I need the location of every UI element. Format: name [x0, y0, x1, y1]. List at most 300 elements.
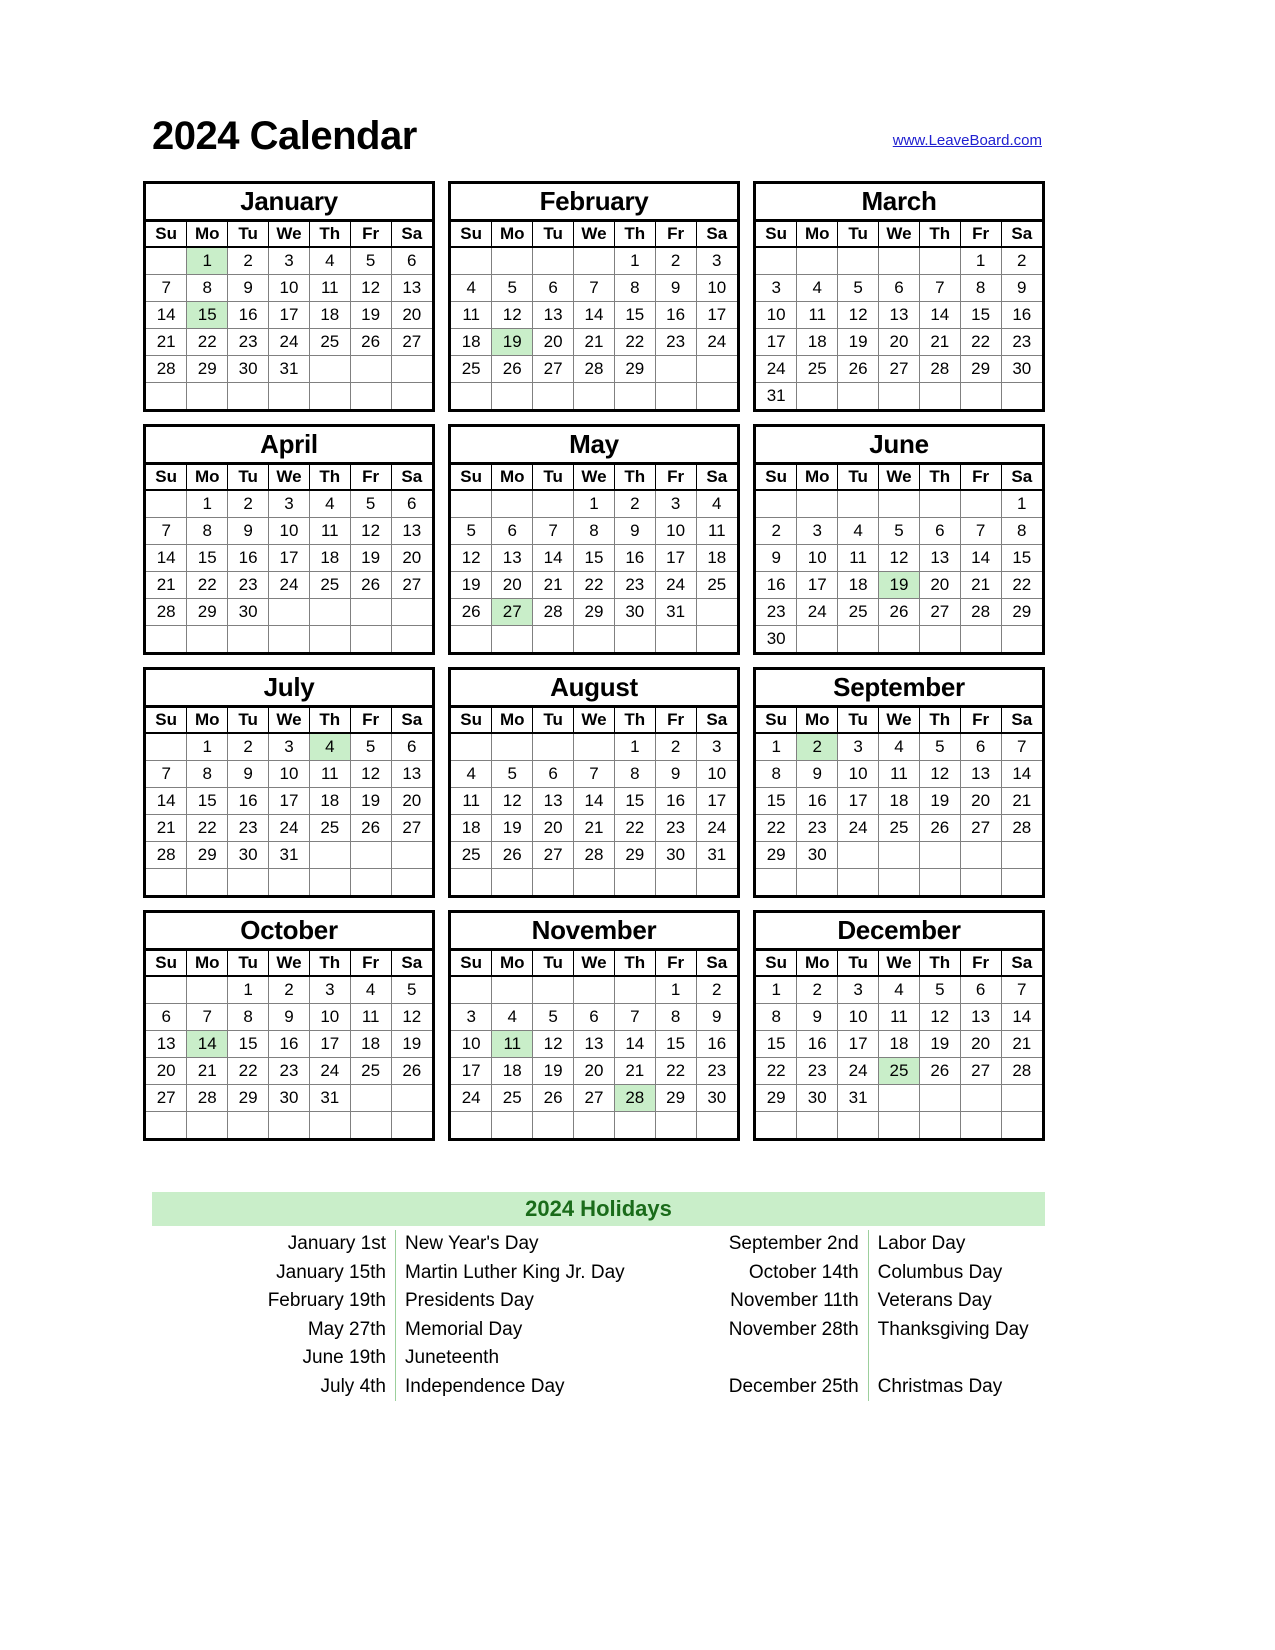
- day-cell[interactable]: 6: [919, 518, 960, 545]
- day-cell[interactable]: 10: [696, 275, 737, 302]
- day-cell-empty[interactable]: [309, 356, 350, 383]
- day-cell[interactable]: 12: [919, 761, 960, 788]
- day-cell[interactable]: 30: [655, 842, 696, 869]
- day-cell[interactable]: 10: [655, 518, 696, 545]
- day-cell[interactable]: 6: [533, 761, 574, 788]
- day-cell[interactable]: 7: [187, 1004, 228, 1031]
- day-cell-empty[interactable]: [533, 869, 574, 896]
- day-cell[interactable]: 19: [919, 1031, 960, 1058]
- day-cell[interactable]: 2: [655, 247, 696, 275]
- day-cell[interactable]: 11: [451, 302, 492, 329]
- day-cell[interactable]: 23: [655, 329, 696, 356]
- day-cell-empty[interactable]: [451, 383, 492, 410]
- day-cell[interactable]: 1: [756, 733, 797, 761]
- day-cell[interactable]: 15: [187, 788, 228, 815]
- day-cell[interactable]: 21: [146, 815, 187, 842]
- day-cell[interactable]: 10: [269, 761, 310, 788]
- day-cell[interactable]: 14: [574, 788, 615, 815]
- day-cell-empty[interactable]: [838, 842, 879, 869]
- day-cell-empty[interactable]: [533, 733, 574, 761]
- day-cell[interactable]: 18: [309, 545, 350, 572]
- day-cell-empty[interactable]: [309, 599, 350, 626]
- day-cell-empty[interactable]: [574, 383, 615, 410]
- day-cell[interactable]: 7: [919, 275, 960, 302]
- day-cell[interactable]: 21: [1001, 788, 1042, 815]
- day-cell[interactable]: 9: [614, 518, 655, 545]
- day-cell[interactable]: 13: [960, 1004, 1001, 1031]
- day-cell[interactable]: 30: [756, 626, 797, 653]
- day-cell-empty[interactable]: [919, 626, 960, 653]
- day-cell-empty[interactable]: [919, 869, 960, 896]
- day-cell[interactable]: 6: [391, 247, 432, 275]
- day-cell[interactable]: 3: [838, 733, 879, 761]
- day-cell-empty[interactable]: [696, 356, 737, 383]
- day-cell[interactable]: 16: [228, 545, 269, 572]
- day-cell-empty[interactable]: [1001, 383, 1042, 410]
- day-cell[interactable]: 19: [350, 545, 391, 572]
- day-cell[interactable]: 16: [269, 1031, 310, 1058]
- day-cell[interactable]: 27: [492, 599, 533, 626]
- day-cell-empty[interactable]: [350, 356, 391, 383]
- day-cell[interactable]: 18: [309, 788, 350, 815]
- day-cell-empty[interactable]: [350, 599, 391, 626]
- day-cell-empty[interactable]: [492, 869, 533, 896]
- day-cell[interactable]: 16: [655, 302, 696, 329]
- day-cell[interactable]: 27: [391, 329, 432, 356]
- day-cell[interactable]: 13: [492, 545, 533, 572]
- day-cell[interactable]: 3: [269, 733, 310, 761]
- day-cell[interactable]: 19: [879, 572, 920, 599]
- day-cell[interactable]: 9: [1001, 275, 1042, 302]
- day-cell-empty[interactable]: [879, 383, 920, 410]
- day-cell-empty[interactable]: [655, 1112, 696, 1139]
- day-cell[interactable]: 25: [797, 356, 838, 383]
- day-cell[interactable]: 20: [391, 302, 432, 329]
- day-cell[interactable]: 26: [350, 329, 391, 356]
- day-cell-empty[interactable]: [269, 1112, 310, 1139]
- day-cell[interactable]: 23: [228, 572, 269, 599]
- day-cell[interactable]: 27: [146, 1085, 187, 1112]
- day-cell[interactable]: 7: [1001, 733, 1042, 761]
- day-cell-empty[interactable]: [391, 869, 432, 896]
- day-cell[interactable]: 5: [451, 518, 492, 545]
- day-cell[interactable]: 3: [269, 247, 310, 275]
- day-cell[interactable]: 10: [838, 761, 879, 788]
- day-cell-empty[interactable]: [533, 1112, 574, 1139]
- day-cell[interactable]: 18: [350, 1031, 391, 1058]
- day-cell[interactable]: 15: [614, 302, 655, 329]
- day-cell-empty[interactable]: [492, 976, 533, 1004]
- day-cell[interactable]: 25: [879, 1058, 920, 1085]
- day-cell[interactable]: 24: [269, 815, 310, 842]
- day-cell[interactable]: 30: [1001, 356, 1042, 383]
- day-cell[interactable]: 3: [797, 518, 838, 545]
- day-cell[interactable]: 4: [879, 733, 920, 761]
- day-cell[interactable]: 21: [960, 572, 1001, 599]
- day-cell[interactable]: 14: [1001, 1004, 1042, 1031]
- day-cell[interactable]: 29: [756, 842, 797, 869]
- day-cell[interactable]: 10: [696, 761, 737, 788]
- day-cell-empty[interactable]: [614, 1112, 655, 1139]
- day-cell[interactable]: 14: [533, 545, 574, 572]
- day-cell[interactable]: 8: [960, 275, 1001, 302]
- day-cell[interactable]: 8: [655, 1004, 696, 1031]
- day-cell-empty[interactable]: [919, 1085, 960, 1112]
- day-cell[interactable]: 30: [797, 842, 838, 869]
- day-cell[interactable]: 16: [228, 302, 269, 329]
- day-cell[interactable]: 1: [614, 733, 655, 761]
- day-cell[interactable]: 16: [1001, 302, 1042, 329]
- day-cell-empty[interactable]: [960, 626, 1001, 653]
- day-cell[interactable]: 1: [960, 247, 1001, 275]
- day-cell[interactable]: 25: [350, 1058, 391, 1085]
- day-cell[interactable]: 19: [838, 329, 879, 356]
- day-cell[interactable]: 24: [797, 599, 838, 626]
- day-cell-empty[interactable]: [146, 733, 187, 761]
- day-cell-empty[interactable]: [797, 626, 838, 653]
- day-cell[interactable]: 7: [574, 275, 615, 302]
- day-cell[interactable]: 8: [187, 761, 228, 788]
- day-cell-empty[interactable]: [269, 599, 310, 626]
- day-cell[interactable]: 22: [228, 1058, 269, 1085]
- day-cell-empty[interactable]: [838, 490, 879, 518]
- day-cell-empty[interactable]: [228, 1112, 269, 1139]
- day-cell[interactable]: 29: [1001, 599, 1042, 626]
- day-cell[interactable]: 29: [655, 1085, 696, 1112]
- day-cell[interactable]: 21: [146, 329, 187, 356]
- day-cell[interactable]: 8: [1001, 518, 1042, 545]
- day-cell[interactable]: 18: [797, 329, 838, 356]
- day-cell-empty[interactable]: [960, 1085, 1001, 1112]
- day-cell-empty[interactable]: [879, 490, 920, 518]
- day-cell[interactable]: 11: [838, 545, 879, 572]
- day-cell[interactable]: 13: [879, 302, 920, 329]
- day-cell[interactable]: 31: [838, 1085, 879, 1112]
- day-cell-empty[interactable]: [655, 869, 696, 896]
- day-cell-empty[interactable]: [879, 1112, 920, 1139]
- day-cell-empty[interactable]: [350, 1112, 391, 1139]
- day-cell[interactable]: 10: [756, 302, 797, 329]
- day-cell[interactable]: 2: [228, 733, 269, 761]
- day-cell[interactable]: 10: [451, 1031, 492, 1058]
- day-cell[interactable]: 20: [391, 545, 432, 572]
- day-cell[interactable]: 1: [614, 247, 655, 275]
- day-cell[interactable]: 18: [879, 788, 920, 815]
- day-cell[interactable]: 18: [838, 572, 879, 599]
- day-cell-empty[interactable]: [269, 626, 310, 653]
- day-cell-empty[interactable]: [451, 1112, 492, 1139]
- day-cell[interactable]: 23: [1001, 329, 1042, 356]
- day-cell[interactable]: 12: [391, 1004, 432, 1031]
- day-cell[interactable]: 4: [451, 275, 492, 302]
- day-cell[interactable]: 19: [391, 1031, 432, 1058]
- day-cell[interactable]: 16: [614, 545, 655, 572]
- day-cell[interactable]: 5: [492, 275, 533, 302]
- day-cell-empty[interactable]: [391, 842, 432, 869]
- day-cell[interactable]: 28: [146, 356, 187, 383]
- day-cell[interactable]: 17: [269, 788, 310, 815]
- day-cell-empty[interactable]: [1001, 842, 1042, 869]
- day-cell[interactable]: 31: [756, 383, 797, 410]
- day-cell[interactable]: 29: [187, 599, 228, 626]
- day-cell-empty[interactable]: [451, 869, 492, 896]
- day-cell-empty[interactable]: [879, 626, 920, 653]
- day-cell[interactable]: 17: [451, 1058, 492, 1085]
- day-cell[interactable]: 9: [797, 761, 838, 788]
- day-cell[interactable]: 28: [146, 599, 187, 626]
- day-cell-empty[interactable]: [533, 247, 574, 275]
- day-cell[interactable]: 26: [492, 842, 533, 869]
- day-cell[interactable]: 9: [696, 1004, 737, 1031]
- day-cell[interactable]: 27: [533, 842, 574, 869]
- day-cell[interactable]: 14: [187, 1031, 228, 1058]
- day-cell[interactable]: 10: [309, 1004, 350, 1031]
- day-cell-empty[interactable]: [574, 1112, 615, 1139]
- day-cell[interactable]: 26: [533, 1085, 574, 1112]
- day-cell[interactable]: 30: [228, 356, 269, 383]
- day-cell-empty[interactable]: [919, 1112, 960, 1139]
- day-cell[interactable]: 26: [838, 356, 879, 383]
- day-cell[interactable]: 4: [451, 761, 492, 788]
- day-cell[interactable]: 13: [391, 518, 432, 545]
- day-cell[interactable]: 29: [960, 356, 1001, 383]
- day-cell[interactable]: 28: [187, 1085, 228, 1112]
- day-cell[interactable]: 15: [756, 788, 797, 815]
- day-cell[interactable]: 28: [146, 842, 187, 869]
- day-cell-empty[interactable]: [655, 356, 696, 383]
- day-cell-empty[interactable]: [960, 842, 1001, 869]
- day-cell[interactable]: 16: [797, 788, 838, 815]
- day-cell-empty[interactable]: [696, 626, 737, 653]
- day-cell[interactable]: 18: [696, 545, 737, 572]
- day-cell[interactable]: 10: [269, 518, 310, 545]
- day-cell[interactable]: 22: [960, 329, 1001, 356]
- day-cell-empty[interactable]: [797, 247, 838, 275]
- day-cell[interactable]: 19: [492, 329, 533, 356]
- day-cell-empty[interactable]: [696, 1112, 737, 1139]
- day-cell[interactable]: 2: [269, 976, 310, 1004]
- day-cell[interactable]: 5: [879, 518, 920, 545]
- day-cell-empty[interactable]: [1001, 1112, 1042, 1139]
- day-cell-empty[interactable]: [187, 869, 228, 896]
- day-cell-empty[interactable]: [797, 490, 838, 518]
- day-cell[interactable]: 17: [269, 302, 310, 329]
- day-cell[interactable]: 17: [756, 329, 797, 356]
- day-cell-empty[interactable]: [269, 869, 310, 896]
- day-cell[interactable]: 19: [350, 788, 391, 815]
- day-cell[interactable]: 20: [960, 788, 1001, 815]
- day-cell-empty[interactable]: [614, 626, 655, 653]
- day-cell[interactable]: 14: [614, 1031, 655, 1058]
- day-cell-empty[interactable]: [533, 626, 574, 653]
- day-cell-empty[interactable]: [187, 383, 228, 410]
- day-cell[interactable]: 2: [1001, 247, 1042, 275]
- day-cell[interactable]: 5: [350, 490, 391, 518]
- day-cell[interactable]: 9: [228, 518, 269, 545]
- day-cell[interactable]: 24: [838, 815, 879, 842]
- day-cell-empty[interactable]: [228, 383, 269, 410]
- day-cell[interactable]: 20: [574, 1058, 615, 1085]
- day-cell[interactable]: 11: [492, 1031, 533, 1058]
- day-cell-empty[interactable]: [492, 490, 533, 518]
- day-cell[interactable]: 11: [309, 518, 350, 545]
- day-cell[interactable]: 30: [614, 599, 655, 626]
- day-cell[interactable]: 17: [838, 788, 879, 815]
- day-cell[interactable]: 31: [269, 842, 310, 869]
- day-cell[interactable]: 8: [756, 761, 797, 788]
- day-cell-empty[interactable]: [391, 1085, 432, 1112]
- day-cell[interactable]: 13: [960, 761, 1001, 788]
- day-cell[interactable]: 29: [756, 1085, 797, 1112]
- day-cell-empty[interactable]: [1001, 1085, 1042, 1112]
- day-cell[interactable]: 28: [960, 599, 1001, 626]
- day-cell[interactable]: 14: [146, 302, 187, 329]
- day-cell-empty[interactable]: [960, 383, 1001, 410]
- day-cell[interactable]: 11: [879, 761, 920, 788]
- day-cell[interactable]: 12: [879, 545, 920, 572]
- day-cell-empty[interactable]: [451, 626, 492, 653]
- day-cell[interactable]: 2: [797, 733, 838, 761]
- day-cell[interactable]: 8: [614, 275, 655, 302]
- day-cell-empty[interactable]: [391, 356, 432, 383]
- day-cell[interactable]: 2: [696, 976, 737, 1004]
- day-cell[interactable]: 12: [492, 788, 533, 815]
- day-cell-empty[interactable]: [146, 247, 187, 275]
- day-cell[interactable]: 18: [309, 302, 350, 329]
- day-cell[interactable]: 22: [187, 329, 228, 356]
- day-cell[interactable]: 25: [492, 1085, 533, 1112]
- day-cell[interactable]: 10: [838, 1004, 879, 1031]
- day-cell[interactable]: 14: [146, 545, 187, 572]
- day-cell[interactable]: 15: [574, 545, 615, 572]
- day-cell-empty[interactable]: [533, 490, 574, 518]
- day-cell[interactable]: 23: [655, 815, 696, 842]
- day-cell[interactable]: 8: [228, 1004, 269, 1031]
- day-cell-empty[interactable]: [655, 383, 696, 410]
- day-cell[interactable]: 28: [533, 599, 574, 626]
- day-cell[interactable]: 8: [187, 275, 228, 302]
- day-cell-empty[interactable]: [960, 490, 1001, 518]
- day-cell[interactable]: 9: [228, 761, 269, 788]
- day-cell[interactable]: 28: [574, 842, 615, 869]
- day-cell[interactable]: 6: [574, 1004, 615, 1031]
- day-cell[interactable]: 29: [614, 842, 655, 869]
- day-cell[interactable]: 19: [492, 815, 533, 842]
- day-cell-empty[interactable]: [451, 733, 492, 761]
- day-cell[interactable]: 6: [146, 1004, 187, 1031]
- day-cell[interactable]: 3: [309, 976, 350, 1004]
- day-cell-empty[interactable]: [574, 247, 615, 275]
- day-cell-empty[interactable]: [492, 1112, 533, 1139]
- day-cell[interactable]: 8: [614, 761, 655, 788]
- day-cell[interactable]: 23: [797, 1058, 838, 1085]
- day-cell[interactable]: 1: [574, 490, 615, 518]
- leaveboard-link[interactable]: www.LeaveBoard.com: [892, 132, 1042, 149]
- day-cell[interactable]: 8: [187, 518, 228, 545]
- day-cell[interactable]: 12: [451, 545, 492, 572]
- day-cell-empty[interactable]: [146, 490, 187, 518]
- day-cell-empty[interactable]: [391, 1112, 432, 1139]
- day-cell[interactable]: 22: [1001, 572, 1042, 599]
- day-cell[interactable]: 15: [756, 1031, 797, 1058]
- day-cell[interactable]: 4: [879, 976, 920, 1004]
- day-cell[interactable]: 26: [919, 1058, 960, 1085]
- day-cell-empty[interactable]: [614, 869, 655, 896]
- day-cell[interactable]: 24: [655, 572, 696, 599]
- day-cell-empty[interactable]: [309, 383, 350, 410]
- day-cell[interactable]: 28: [574, 356, 615, 383]
- day-cell-empty[interactable]: [879, 1085, 920, 1112]
- day-cell[interactable]: 21: [187, 1058, 228, 1085]
- day-cell-empty[interactable]: [838, 247, 879, 275]
- day-cell[interactable]: 23: [797, 815, 838, 842]
- day-cell[interactable]: 10: [797, 545, 838, 572]
- day-cell[interactable]: 3: [451, 1004, 492, 1031]
- day-cell[interactable]: 1: [655, 976, 696, 1004]
- day-cell-empty[interactable]: [146, 976, 187, 1004]
- day-cell[interactable]: 20: [492, 572, 533, 599]
- day-cell[interactable]: 13: [391, 275, 432, 302]
- day-cell[interactable]: 21: [146, 572, 187, 599]
- day-cell[interactable]: 11: [879, 1004, 920, 1031]
- day-cell[interactable]: 13: [533, 302, 574, 329]
- day-cell[interactable]: 30: [269, 1085, 310, 1112]
- day-cell[interactable]: 18: [451, 329, 492, 356]
- day-cell[interactable]: 1: [187, 733, 228, 761]
- day-cell[interactable]: 25: [879, 815, 920, 842]
- day-cell-empty[interactable]: [797, 869, 838, 896]
- day-cell-empty[interactable]: [879, 842, 920, 869]
- day-cell[interactable]: 22: [614, 329, 655, 356]
- day-cell[interactable]: 12: [350, 275, 391, 302]
- day-cell[interactable]: 16: [696, 1031, 737, 1058]
- day-cell[interactable]: 27: [391, 815, 432, 842]
- day-cell[interactable]: 30: [228, 599, 269, 626]
- day-cell[interactable]: 6: [391, 733, 432, 761]
- day-cell[interactable]: 15: [960, 302, 1001, 329]
- day-cell[interactable]: 5: [919, 976, 960, 1004]
- day-cell[interactable]: 16: [797, 1031, 838, 1058]
- day-cell[interactable]: 27: [879, 356, 920, 383]
- day-cell-empty[interactable]: [391, 383, 432, 410]
- day-cell-empty[interactable]: [533, 383, 574, 410]
- day-cell-empty[interactable]: [879, 247, 920, 275]
- day-cell[interactable]: 2: [756, 518, 797, 545]
- day-cell[interactable]: 15: [187, 545, 228, 572]
- day-cell[interactable]: 9: [756, 545, 797, 572]
- day-cell[interactable]: 10: [269, 275, 310, 302]
- day-cell[interactable]: 25: [309, 329, 350, 356]
- day-cell[interactable]: 1: [228, 976, 269, 1004]
- day-cell-empty[interactable]: [574, 869, 615, 896]
- day-cell[interactable]: 1: [756, 976, 797, 1004]
- day-cell[interactable]: 17: [309, 1031, 350, 1058]
- day-cell[interactable]: 22: [187, 815, 228, 842]
- day-cell[interactable]: 28: [1001, 1058, 1042, 1085]
- day-cell-empty[interactable]: [492, 626, 533, 653]
- day-cell[interactable]: 29: [614, 356, 655, 383]
- day-cell[interactable]: 20: [146, 1058, 187, 1085]
- day-cell[interactable]: 11: [696, 518, 737, 545]
- day-cell-empty[interactable]: [492, 383, 533, 410]
- day-cell-empty[interactable]: [309, 869, 350, 896]
- day-cell[interactable]: 27: [574, 1085, 615, 1112]
- day-cell[interactable]: 22: [187, 572, 228, 599]
- day-cell-empty[interactable]: [919, 383, 960, 410]
- day-cell[interactable]: 26: [919, 815, 960, 842]
- day-cell[interactable]: 1: [187, 247, 228, 275]
- day-cell[interactable]: 19: [451, 572, 492, 599]
